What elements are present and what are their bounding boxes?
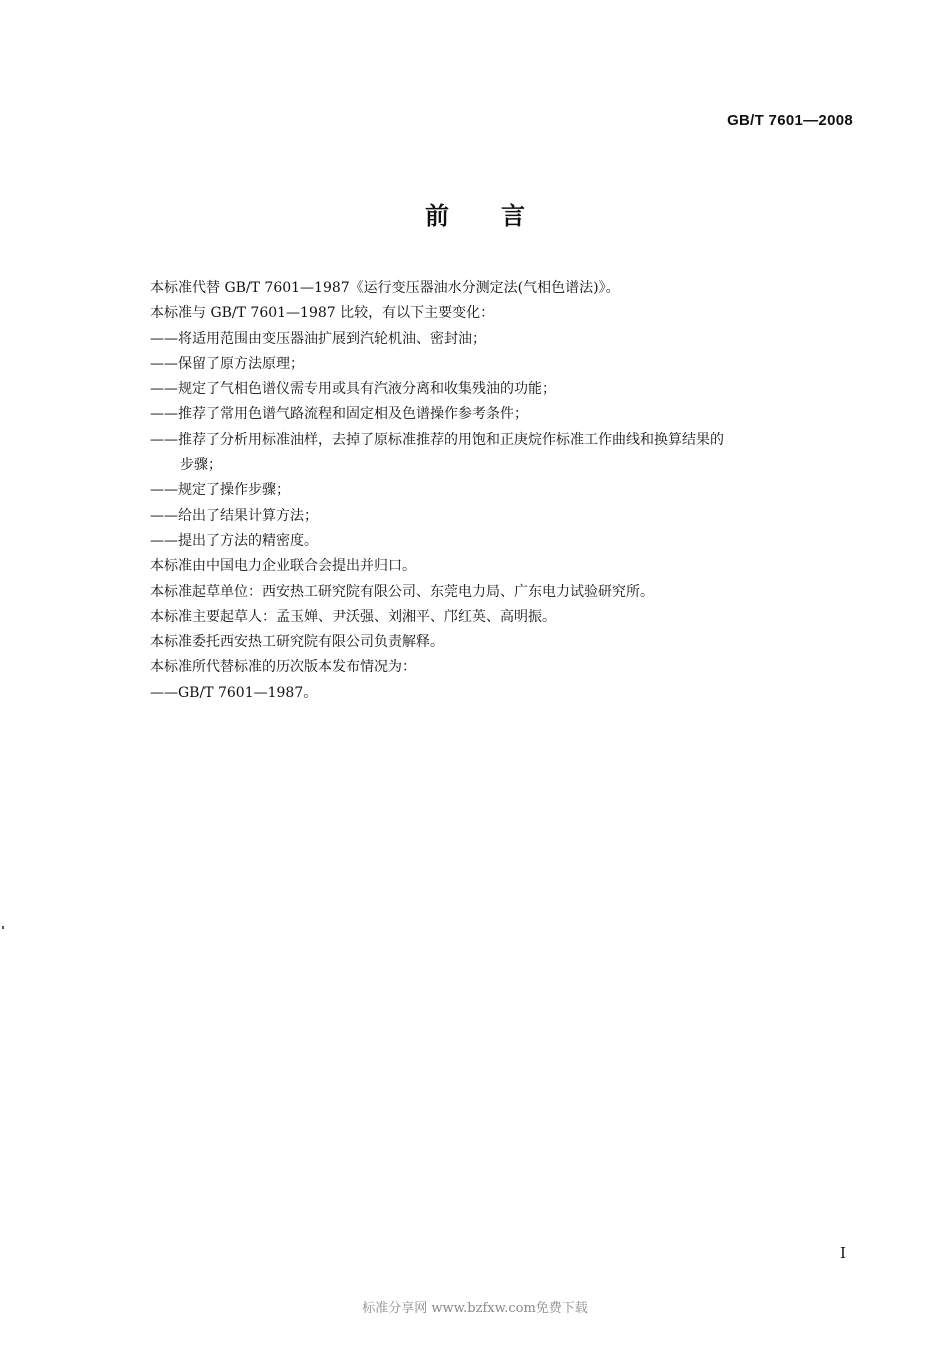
body-line: 本标准与 GB/T 7601—1987 比较，有以下主要变化：	[150, 305, 495, 322]
change-item: ——提出了方法的精密度。	[150, 532, 318, 549]
footer-watermark: 标准分享网 www.bzfxw.com免费下载	[362, 1301, 588, 1316]
change-item: ——推荐了分析用标准油样，去掉了原标准推荐的用饱和正庚烷作标准工作曲线和换算结果的	[150, 431, 724, 448]
body-line: ——GB/T 7601—1987。	[150, 684, 318, 701]
body-line: 本标准代替 GB/T 7601—1987《运行变压器油水分测定法(气相色谱法)》。	[150, 280, 620, 296]
body-line: 本标准由中国电力企业联合会提出并归口。	[150, 558, 416, 575]
page-title: 前言	[425, 202, 577, 230]
change-item: ——规定了气相色谱仪需专用或具有汽液分离和收集残油的功能；	[150, 381, 556, 398]
change-item: ——保留了原方法原理；	[150, 355, 304, 372]
change-item: ——规定了操作步骤；	[150, 482, 290, 499]
page-number: I	[840, 1244, 846, 1262]
body-line: 本标准起草单位：西安热工研究院有限公司、东莞电力局、广东电力试验研究所。	[150, 583, 654, 600]
body-line: 本标准委托西安热工研究院有限公司负责解释。	[150, 634, 444, 651]
standard-code: GB/T 7601—2008	[727, 112, 853, 129]
change-item: ——给出了结果计算方法；	[150, 507, 318, 524]
body-line: 本标准主要起草人：孟玉婵、尹沃强、刘湘平、邝红英、高明振。	[150, 608, 556, 625]
change-item: ——推荐了常用色谱气路流程和固定相及色谱操作参考条件；	[150, 406, 528, 423]
body-line: 本标准所代替标准的历次版本发布情况为：	[150, 659, 416, 676]
change-item: ——将适用范围由变压器油扩展到汽轮机油、密封油；	[150, 330, 486, 347]
scan-speck	[2, 926, 4, 929]
change-item-continued: 步骤；	[180, 457, 222, 474]
foreword-body	[150, 276, 860, 706]
